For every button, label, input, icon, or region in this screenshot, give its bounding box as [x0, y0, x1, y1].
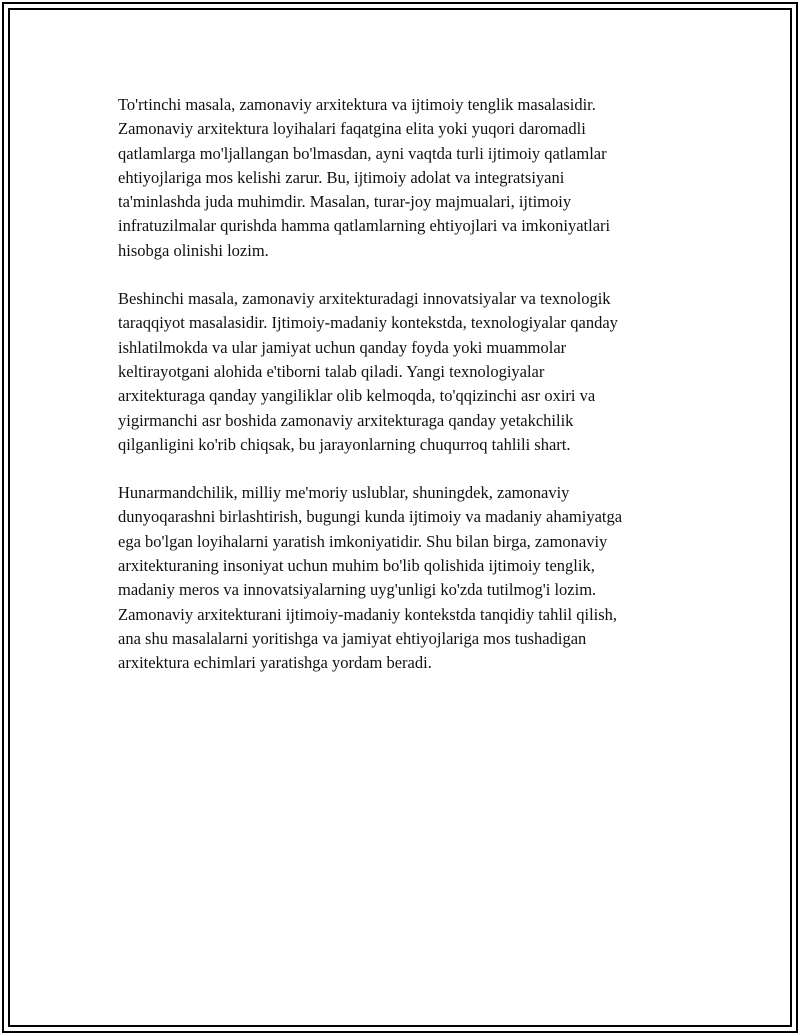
- text-line: qilganligini ko'rib chiqsak, bu jarayonlarning chuqurroq tahlili shart.: [118, 434, 571, 454]
- text-line: ana shu masalalarni yoritishga va jamiyat ehtiyojlariga mos tushadigan: [118, 628, 587, 648]
- text-line: infratuzilmalar qurishda hamma qatlamlarning ehtiyojlari va imkoniyatlari: [118, 216, 611, 236]
- text-line: yigirmanchi asr boshida zamonaviy arxitekturaga qanday yetakchilik: [118, 410, 574, 430]
- text-line: To'rtinchi masala, zamonaviy arxitektura va ijtimoiy tenglik masalasidir.: [118, 95, 596, 114]
- paragraph-3: [118, 481, 698, 675]
- paragraph-2: [118, 287, 698, 457]
- text-line: ishlatilmokda va ular jamiyat uchun qanday foyda yoki muammolar: [118, 337, 567, 357]
- text-line: Hunarmandchilik, milliy me'moriy uslublar, shuningdek, zamonaviy: [118, 483, 570, 503]
- text-line: dunyoqarashni birlashtirish, bugungi kunda ijtimoiy va madaniy ahamiyatga: [118, 507, 623, 527]
- text-line: arxitekturaga qanday yangiliklar olib kelmoqda, to'qqizinchi asr oxiri va: [118, 386, 596, 406]
- document-body: [118, 93, 698, 700]
- text-line: arxitektura echimlari yaratishga yordam beradi.: [118, 653, 432, 673]
- text-line: qatlamlarga mo'ljallangan bo'lmasdan, ayni vaqtda turli ijtimoiy qatlamlar: [118, 143, 607, 163]
- text-line: arxitekturaning insoniyat uchun muhim bo'lib qolishida ijtimoiy tenglik,: [118, 556, 595, 576]
- text-line: madaniy meros va innovatsiyalarning uyg'unligi ko'zda tutilmog'i lozim.: [118, 580, 597, 600]
- paragraph-1: [118, 93, 698, 263]
- text-line: taraqqiyot masalasidir. Ijtimoiy-madaniy kontekstda, texnologiyalar qanday: [118, 313, 618, 333]
- text-line: hisobga olinishi lozim.: [118, 240, 269, 260]
- text-line: ta'minlashda juda muhimdir. Masalan, turar-joy majmualari, ijtimoiy: [118, 192, 572, 212]
- text-line: Beshinchi masala, zamonaviy arxitekturadagi innovatsiyalar va texnologik: [118, 289, 611, 309]
- text-line: keltirayotgani alohida e'tiborni talab qiladi. Yangi texnologiyalar: [118, 361, 545, 381]
- text-line: Zamonaviy arxitektura loyihalari faqatgina elita yoki yuqori daromadli: [118, 119, 586, 139]
- text-line: Zamonaviy arxitekturani ijtimoiy-madaniy kontekstda tanqidiy tahlil qilish,: [118, 604, 618, 624]
- text-line: ega bo'lgan loyihalarni yaratish imkoniyatidir. Shu bilan birga, zamonaviy: [118, 531, 608, 551]
- text-line: ehtiyojlariga mos kelishi zarur. Bu, ijtimoiy adolat va integratsiyani: [118, 167, 565, 187]
